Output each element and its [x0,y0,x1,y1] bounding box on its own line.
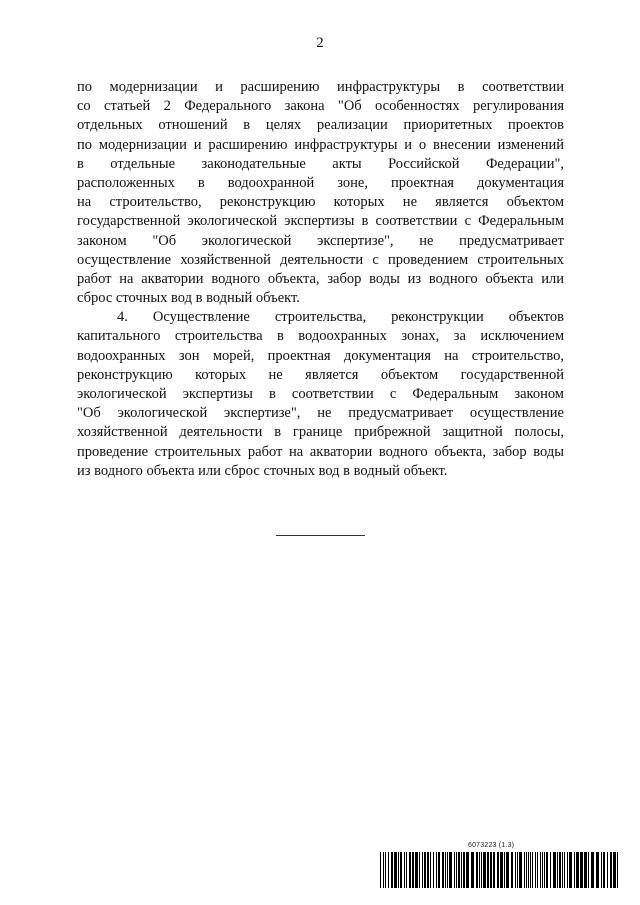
text-line: капитального строительства в водоохранных зонах, за исключением [77,328,564,345]
text-line: в отдельные законодательные акты Российской Федерации", [77,155,564,172]
text-line: по модернизации и расширению инфраструктуры и о внесении изменений [77,136,564,153]
text-line: хозяйственной деятельности в границе прибрежной защитной полосы, [77,424,564,441]
paragraph-continuation [77,78,564,308]
text-line: экологической экспертизы в соответствии с Федеральным законом [77,386,564,402]
stamp-code: 6073223 (1.3) [468,842,515,849]
text-line: государственной экологической экспертизы в соответствии с Федеральным [77,213,564,230]
text-line: работ на акватории водного объекта, забор воды из водного объекта или [77,270,564,287]
text-line: отдельных отношений в целях реализации приоритетных проектов [77,117,564,134]
text-line: законом "Об экологической экспертизе", не предусматривает [77,232,564,249]
text-line: 4. Осуществление строительства, реконструкции объектов [117,309,564,326]
text-line: по модернизации и расширению инфраструктуры в соответствии [77,79,564,95]
text-line: на строительство, реконструкцию которых не является объектом [77,194,564,211]
text-line: осуществление хозяйственной деятельности с проведением строительных [77,251,564,268]
text-line: водоохранных зон морей, проектная документация на строительство, [77,347,564,364]
text-line: "Об экологической экспертизе", не предусматривает осуществление [77,405,564,422]
text-line: проведение строительных работ на акватории водного объекта, забор воды [77,443,564,460]
paragraph-item-4 [77,308,564,481]
end-separator [276,535,365,536]
document-stamp [380,842,620,890]
text-line: со статьей 2 Федерального закона "Об особенностях регулирования [77,98,564,115]
text-line: реконструкцию которых не является объектом государственной [77,366,564,383]
page-number: 2 [316,35,324,51]
text-line: расположенных в водоохранной зоне, проектная документация [77,174,564,191]
text-line: сброс сточных вод в водный объект. [77,290,300,307]
barcode [380,852,620,888]
text-line: из водного объекта или сброс сточных вод в водный объект. [77,462,448,479]
document-body [77,78,564,481]
